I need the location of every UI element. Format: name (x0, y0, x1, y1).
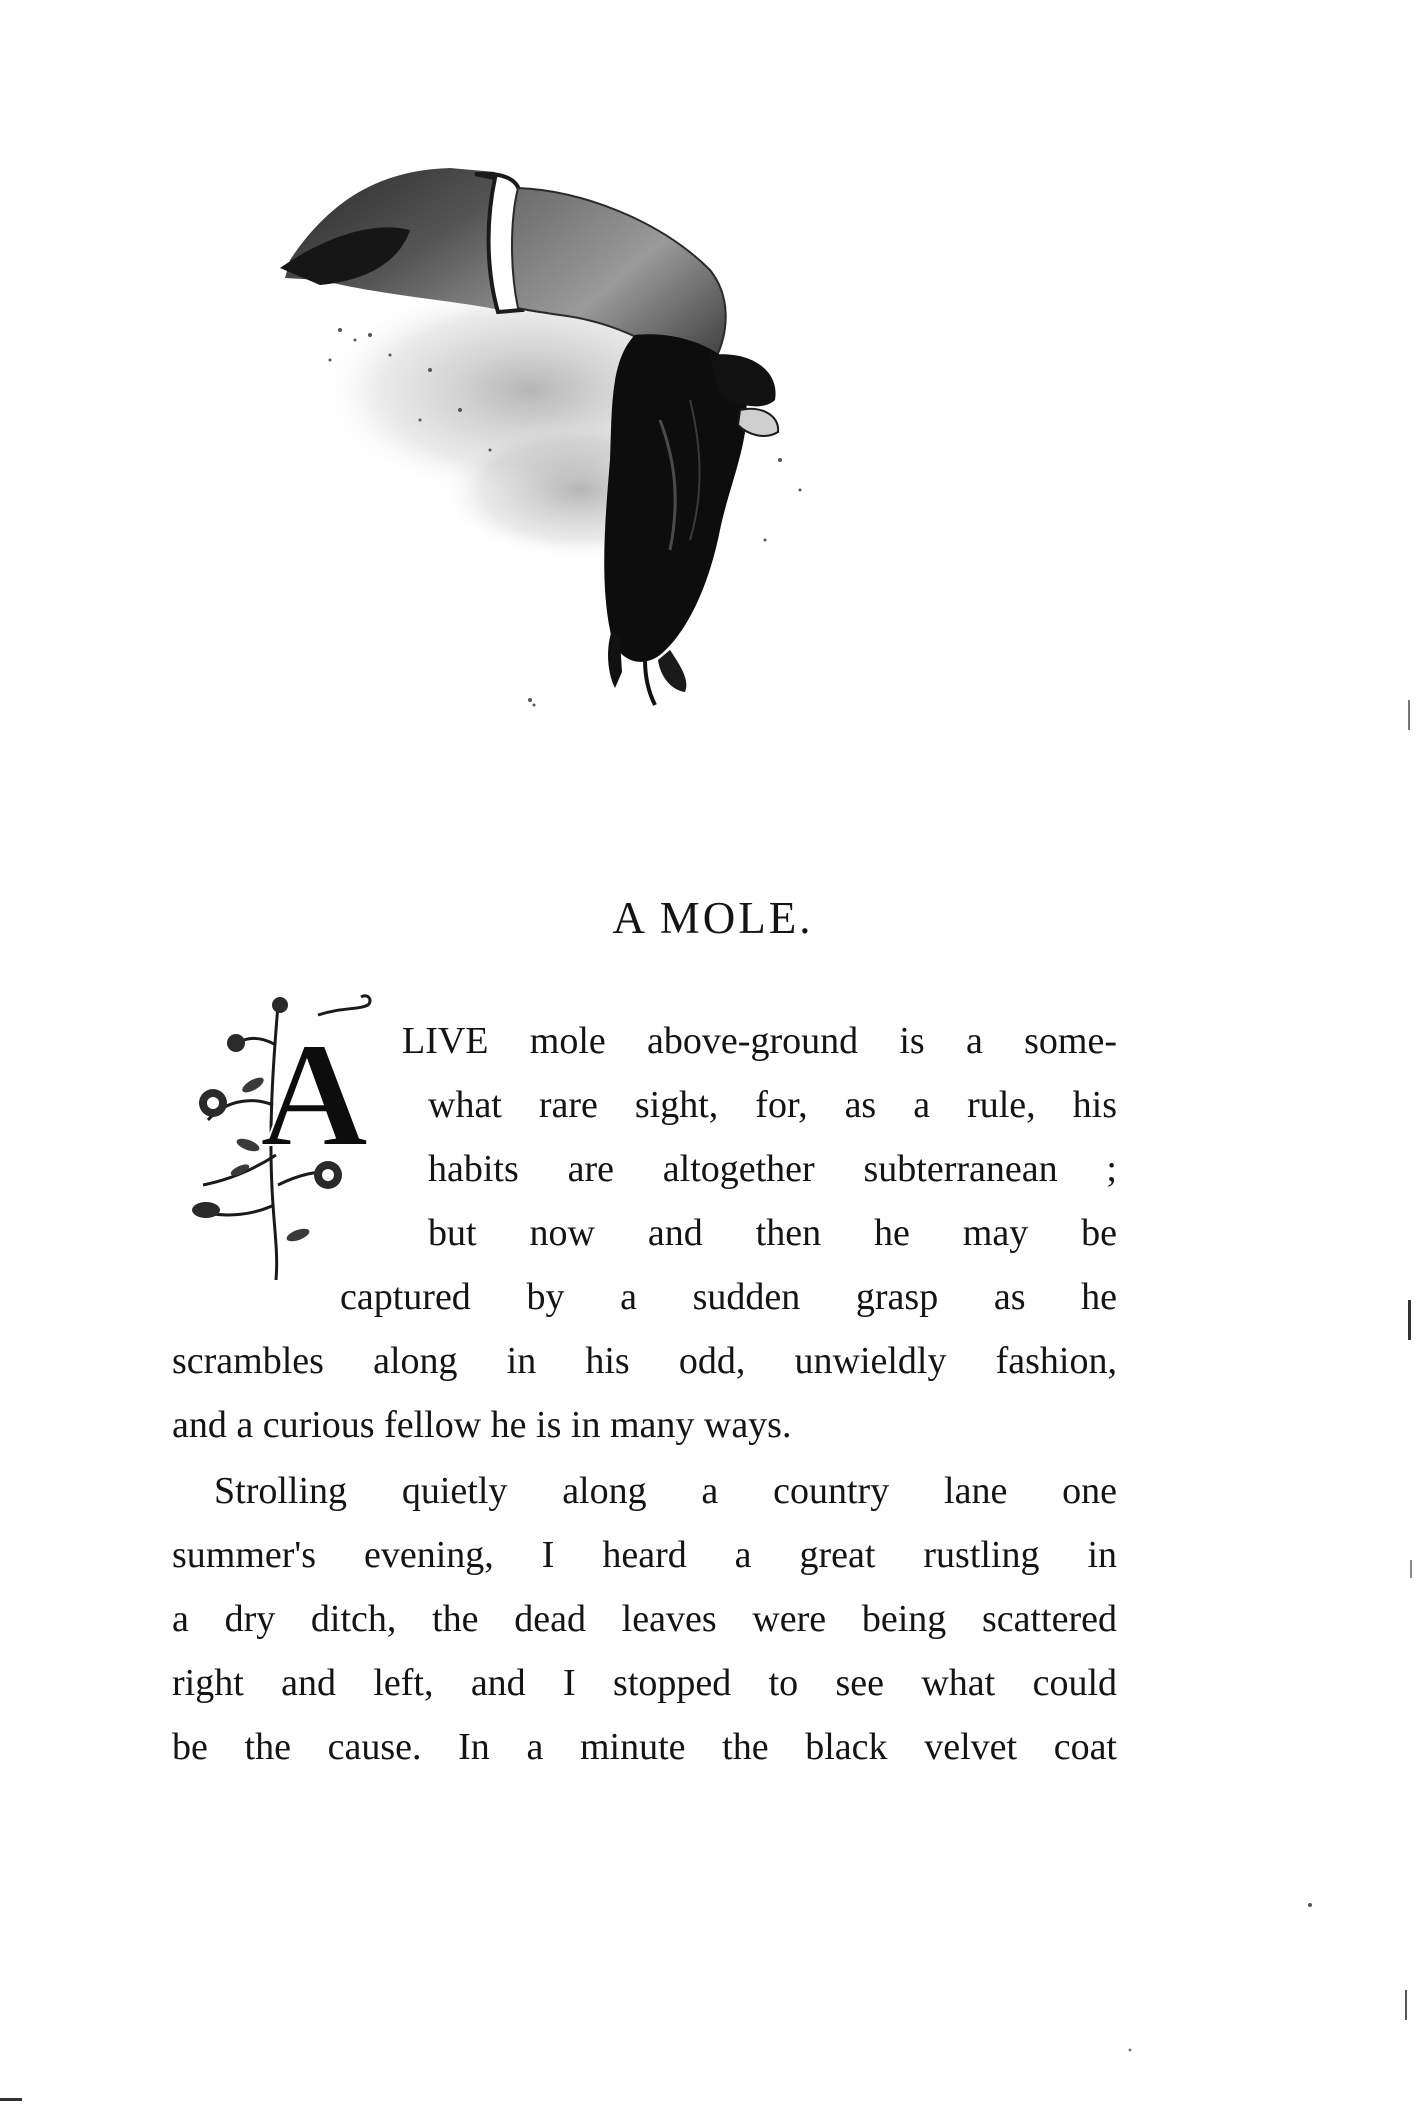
mole-illustration (260, 160, 820, 745)
text-line: a dry ditch, the dead leaves were being scattered (172, 1598, 1117, 1640)
text-line: summer's evening, I heard a great rustling in (172, 1534, 1117, 1576)
chapter-title: A MOLE. (612, 893, 814, 943)
text-line: LIVE mole above-ground is a some- (402, 1020, 1117, 1062)
text-line: and a curious fellow he is in many ways. (172, 1404, 792, 1446)
text-line: scrambles along in his odd, unwieldly fashion, (172, 1340, 1117, 1382)
text-line: right and left, and I stopped to see what could (172, 1662, 1117, 1704)
text-line: Strolling quietly along a country lane one (214, 1470, 1117, 1512)
text-line: habits are altogether subterranean ; (428, 1148, 1117, 1190)
text-line: captured by a sudden grasp as he (340, 1276, 1117, 1318)
text-line: what rare sight, for, as a rule, his (428, 1084, 1117, 1126)
mole-tail (645, 660, 655, 705)
text-line: but now and then he may be (428, 1212, 1117, 1254)
text-line: be the cause. In a minute the black velvet coat (172, 1726, 1117, 1768)
drop-cap-initial (168, 985, 398, 1285)
mole-hind-foot-right (658, 650, 686, 692)
drop-cap-letter: A (260, 1012, 369, 1178)
